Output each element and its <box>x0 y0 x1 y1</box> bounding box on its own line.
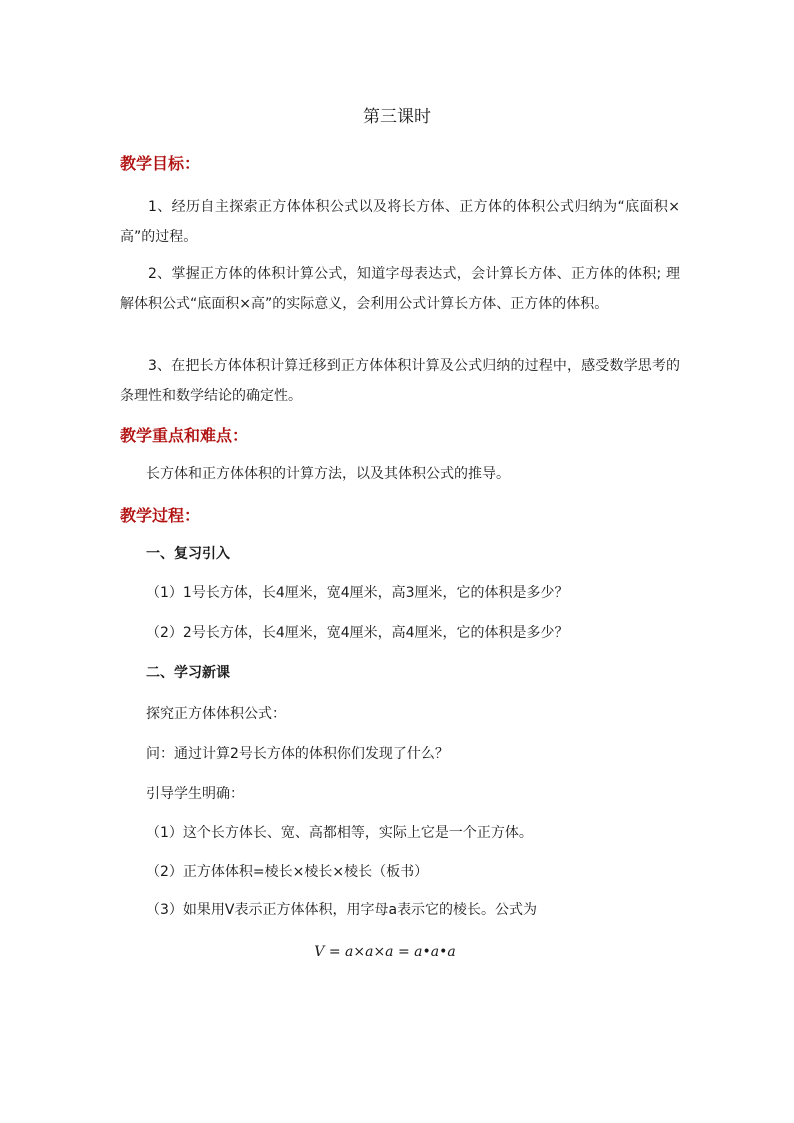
question-text: 问：通过计算2号长方体的体积你们发现了什么？ <box>146 746 449 762</box>
heading-key-points: 教学重点和难点： <box>120 426 249 445</box>
section-new-lesson-title: 二、学习新课 <box>146 665 230 681</box>
objective-item-2: 2、掌握正方体的体积计算公式，知道字母表达式，会计算长方体、正方体的体积; 理解体积公式“底面积×高”的实际意义，会利用公式计算长方体、正方体的体积。 <box>120 266 680 312</box>
review-question-2: （2）2号长方体，长4厘米，宽4厘米，高4厘米，它的体积是多少？ <box>146 625 569 641</box>
objective-item-3: 3、在把长方体体积计算迁移到正方体体积计算及公式归纳的过程中，感受数学思考的条理性和数学结论的确定性。 <box>120 358 680 404</box>
review-question-1: （1）1号长方体，长4厘米，宽4厘米，高3厘米，它的体积是多少？ <box>146 585 569 601</box>
guide-text: 引导学生明确： <box>146 786 244 802</box>
point-3-text: （3）如果用V表示正方体体积，用字母a表示它的棱长。公式为 <box>146 902 538 918</box>
heading-process: 教学过程： <box>120 506 201 525</box>
page-title: 第三课时 <box>363 107 431 127</box>
cube-volume-formula: V = a×a×a = a•a•a <box>314 944 456 960</box>
point-2-text: （2）正方体体积=棱长×棱长×棱长（板书） <box>146 864 429 880</box>
explore-text: 探究正方体体积公式： <box>146 706 286 722</box>
objective-item-1: 1、经历自主探索正方体体积公式以及将长方体、正方体的体积公式归纳为“底面积×高”的过程。 <box>120 199 680 245</box>
key-points-text: 长方体和正方体体积的计算方法，以及其体积公式的推导。 <box>146 466 510 482</box>
heading-objectives: 教学目标： <box>120 154 201 173</box>
point-1-text: （1）这个长方体长、宽、高都相等，实际上它是一个正方体。 <box>146 825 533 841</box>
section-review-title: 一、复习引入 <box>146 546 230 562</box>
